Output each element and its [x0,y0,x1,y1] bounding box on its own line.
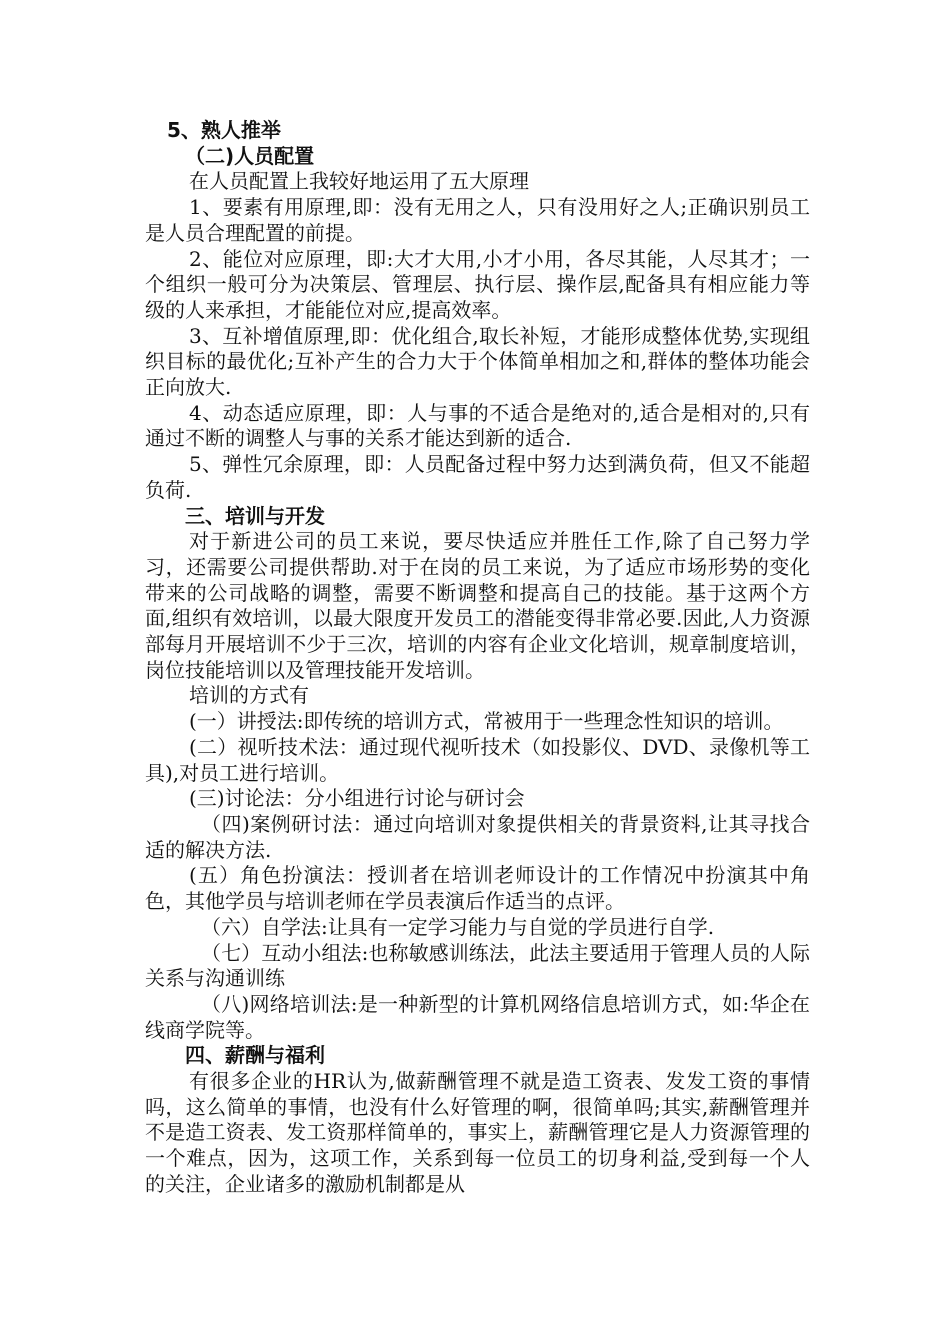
principle-2: 2、能位对应原理，即:大才大用,小才小用，各尽其能，人尽其才；一个组织一般可分为决策层、管理层、执行层、操作层,配备具有相应能力等级的人来承担，才能能位对应,提高效率。 [145,246,810,322]
method-item: （八)网络培训法:是一种新型的计算机网络信息培训方式，如:华企在线商学院等。 [145,991,810,1042]
heading-salary: 四、薪酬与福利 [185,1043,325,1068]
principle-3: 3、互补增值原理,即：优化组合,取长补短，才能形成整体优势,实现组织目标的最优化;互补产生的合力大于个体简单相加之和,群体的整体功能会正向放大. [145,323,810,400]
principle-5: 5、弹性冗余原理，即：人员配备过程中努力达到满负荷，但又不能超负荷. [145,452,810,502]
training-body: 对于新进公司的员工来说，要尽快适应并胜任工作,除了自己努力学习，还需要公司提供帮助.对于在岗的员工来说，为了适应市场形势的变化带来的公司战略的调整，需要不断调整和提高自己的技能。基于这两个方面,组织有效培训，以最大限度开发员工的潜能变得非常必要.因此,人力资源部每月开展培训不少于三次，培训的内容有企业文化培训，规章制度培训，岗位技能培训以及管理技能开发培训。 [145,529,810,682]
staffing-intro: 在人员配置上我较好地运用了五大原理 [189,169,529,194]
method-item: (三)讨论法：分小组进行讨论与研讨会 [189,786,525,811]
salary-body: 有很多企业的HR认为,做薪酬管理不就是造工资表、发发工资的事情吗，这么简单的事情，也没有什么好管理的啊，很简单吗;其实,薪酬管理并不是造工资表、发工资那样简单的，事实上，薪酬管理它是人力资源管理的一个难点，因为，这项工作，关系到每一位员工的切身利益,受到每一个人的关注，企业诸多的激励机制都是从 [145,1069,810,1196]
method-item: （六）自学法:让具有一定学习能力与自觉的学员进行自学. [201,914,715,939]
heading-training: 三、培训与开发 [185,503,325,528]
heading-referral: 5、熟人推举 [167,118,281,142]
method-item: (二）视听技术法：通过现代视听技术（如投影仪、DVD、录像机等工具),对员工进行培训。 [145,734,810,785]
principle-1: 1、要素有用原理,即：没有无用之人，只有没用好之人;正确识别员工是人员合理配置的前提。 [145,195,810,245]
principle-4: 4、动态适应原理，即：人与事的不适合是绝对的,适合是相对的,只有通过不断的调整人与事的关系才能达到新的适合. [145,400,810,451]
method-item: (一）讲授法:即传统的培训方式，常被用于一些理念性知识的培训。 [189,709,784,734]
document-page [145,118,810,1198]
heading-staffing: （二)人员配置 [185,143,315,168]
method-item: （四)案例研讨法：通过向培训对象提供相关的背景资料,让其寻找合适的解决方法. [145,811,810,862]
method-item: (五）角色扮演法：授训者在培训老师设计的工作情况中扮演其中角色，其他学员与培训老师在学员表演后作适当的点评。 [145,863,810,914]
method-item: （七）互动小组法:也称敏感训练法，此法主要适用于管理人员的人际关系与沟通训练 [145,940,810,991]
methods-intro: 培训的方式有 [189,683,309,708]
